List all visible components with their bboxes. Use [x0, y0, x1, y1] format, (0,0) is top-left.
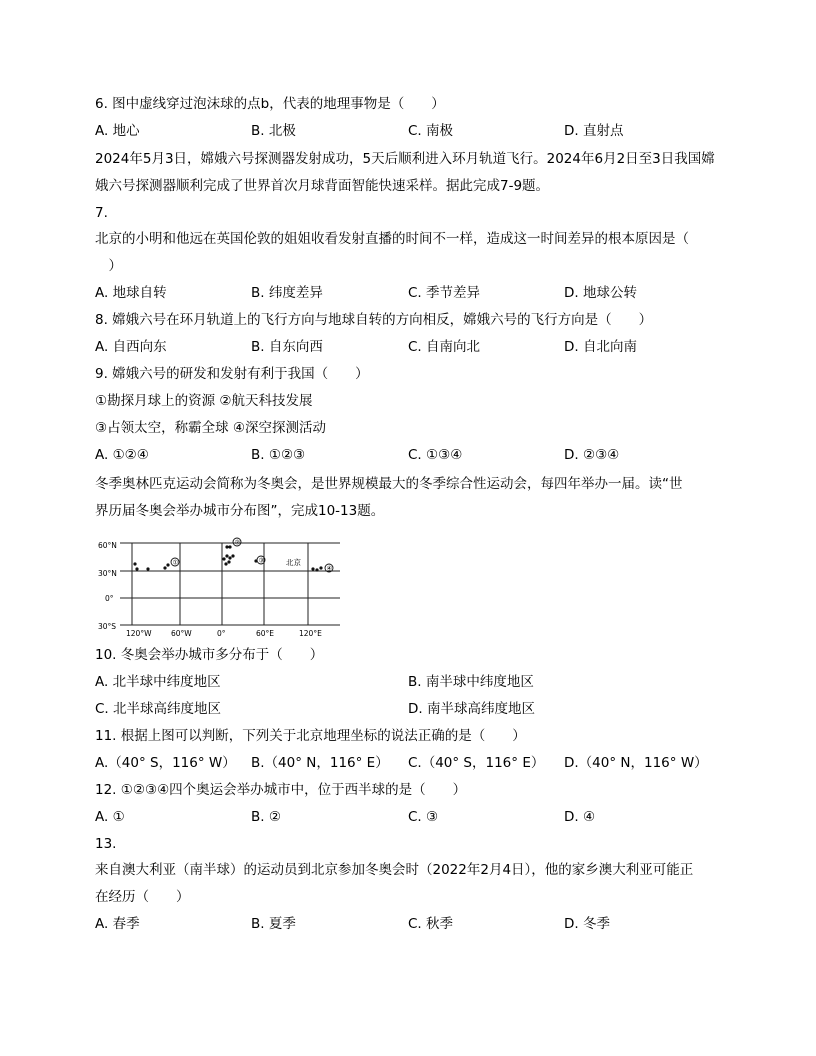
- q12-option-b: B. ②: [251, 809, 281, 825]
- q10-option-a: A. 北半球中纬度地区: [95, 674, 221, 690]
- q13-option-a: A. 春季: [95, 916, 140, 932]
- q13-option-c: C. 秋季: [408, 916, 454, 932]
- city-dot: [231, 554, 234, 557]
- q7-option-a: A. 地球自转: [95, 285, 167, 301]
- city-dot: [319, 566, 322, 569]
- city-dot: [224, 562, 227, 565]
- q13-number: 13.: [95, 836, 117, 852]
- q8-option-b: B. 自东向西: [251, 339, 323, 355]
- q6-option-c: C. 南极: [408, 123, 454, 139]
- q12-option-c: C. ③: [408, 809, 439, 825]
- marker-1-label: ①: [172, 558, 179, 567]
- q8-stem: 8. 嫦娥六号在环月轨道上的飞行方向与地球自转的方向相反，嫦娥六号的飞行方向是（ ）: [95, 312, 653, 328]
- city-dot: [225, 554, 228, 557]
- q9-option-a: A. ①②④: [95, 447, 149, 463]
- city-dot: [227, 560, 230, 563]
- lon-label-60e: 60°E: [256, 629, 275, 638]
- q7-option-d: D. 地球公转: [564, 285, 637, 301]
- q12-option-a: A. ①: [95, 809, 125, 825]
- q9-option-b: B. ①②③: [251, 447, 306, 463]
- lat-label-equator: 0°: [105, 594, 114, 603]
- city-dot: [166, 563, 169, 566]
- q7-option-c: C. 季节差异: [408, 285, 481, 301]
- q13-option-b: B. 夏季: [251, 916, 296, 932]
- q12-stem: 12. ①②③④四个奥运会举办城市中，位于西半球的是（ ）: [95, 782, 467, 798]
- q9-stem: 9. 嫦娥六号的研发和发射有利于我国（ ）: [95, 366, 369, 382]
- lat-label-30n: 30°N: [98, 569, 117, 578]
- city-dot: [315, 568, 318, 571]
- marker-2-label: ②: [234, 538, 241, 547]
- q7-stem-line2: ）: [95, 258, 122, 274]
- marker-4-label: ④: [326, 564, 333, 573]
- q6-option-a: A. 地心: [95, 123, 140, 139]
- q10-option-c: C. 北半球高纬度地区: [95, 701, 222, 717]
- lon-label-120e: 120°E: [299, 629, 322, 638]
- q9-items-line1: ①勘探月球上的资源 ②航天科技发展: [95, 393, 313, 409]
- lat-label-60n: 60°N: [98, 541, 117, 550]
- q11-option-a: A.（40° S，116° W）: [95, 755, 236, 771]
- beijing-label: 北京: [286, 558, 301, 567]
- lon-label-0: 0°: [217, 629, 226, 638]
- q6-option-d: D. 直射点: [564, 123, 624, 139]
- q11-option-d: D.（40° N，116° W）: [564, 755, 708, 771]
- intro-10-13-line2: 界历届冬奥会举办城市分布图”，完成10-13题。: [95, 503, 385, 519]
- lon-label-60w: 60°W: [171, 629, 192, 638]
- city-dot: [222, 557, 225, 560]
- q6-stem: 6. 图中虚线穿过泡沫球的点b，代表的地理事物是（ ）: [95, 96, 445, 112]
- q12-option-d: D. ④: [564, 809, 596, 825]
- q9-option-c: C. ①③④: [408, 447, 463, 463]
- q8-option-c: C. 自南向北: [408, 339, 481, 355]
- q13-stem-line1: 来自澳大利亚（南半球）的运动员到北京参加冬奥会时（2022年2月4日），他的家乡澳大利亚可能正: [95, 862, 694, 878]
- q11-stem: 11. 根据上图可以判断，下列关于北京地理坐标的说法正确的是（ ）: [95, 728, 526, 744]
- q8-option-d: D. 自北向南: [564, 339, 637, 355]
- intro-10-13-line1: 冬季奥林匹克运动会简称为冬奥会，是世界规模最大的冬季综合性运动会，每四年举办一届。读“世: [95, 476, 683, 492]
- q6-option-b: B. 北极: [251, 123, 296, 139]
- city-dot: [163, 566, 166, 569]
- city-dot: [311, 567, 314, 570]
- city-dot: [228, 545, 231, 548]
- q13-stem-line2: 在经历（ ）: [95, 889, 190, 905]
- city-dot: [135, 567, 138, 570]
- q11-option-b: B.（40° N，116° E）: [251, 755, 389, 771]
- city-dot: [133, 562, 136, 565]
- city-dot: [228, 556, 231, 559]
- q10-option-b: B. 南半球中纬度地区: [408, 674, 534, 690]
- q9-option-d: D. ②③④: [564, 447, 620, 463]
- q13-option-d: D. 冬季: [564, 916, 610, 932]
- marker-3-label: ③: [258, 556, 265, 565]
- city-dot: [225, 545, 228, 548]
- q9-items-line2: ③占领太空，称霸全球 ④深空探测活动: [95, 420, 326, 436]
- intro-7-9-line2: 娥六号探测器顺利完成了世界首次月球背面智能快速采样。据此完成7-9题。: [95, 178, 550, 194]
- intro-7-9-line1: 2024年5月3日，嫦娥六号探测器发射成功，5天后顺利进入环月轨道飞行。2024年6月2日至3日我国嫦: [95, 151, 715, 167]
- q10-option-d: D. 南半球高纬度地区: [408, 701, 535, 717]
- q7-number: 7.: [95, 205, 108, 221]
- q7-option-b: B. 纬度差异: [251, 285, 323, 301]
- lon-label-120w: 120°W: [126, 629, 152, 638]
- q10-stem: 10. 冬奥会举办城市多分布于（ ）: [95, 647, 324, 663]
- lat-label-30s: 30°S: [98, 622, 117, 631]
- q7-stem-line1: 北京的小明和他远在英国伦敦的姐姐收看发射直播的时间不一样，造成这一时间差异的根本原因是（: [95, 231, 689, 247]
- q11-option-c: C.（40° S，116° E）: [408, 755, 545, 771]
- q8-option-a: A. 自西向东: [95, 339, 167, 355]
- city-dot: [146, 567, 149, 570]
- winter-olympics-city-map: [96, 533, 344, 641]
